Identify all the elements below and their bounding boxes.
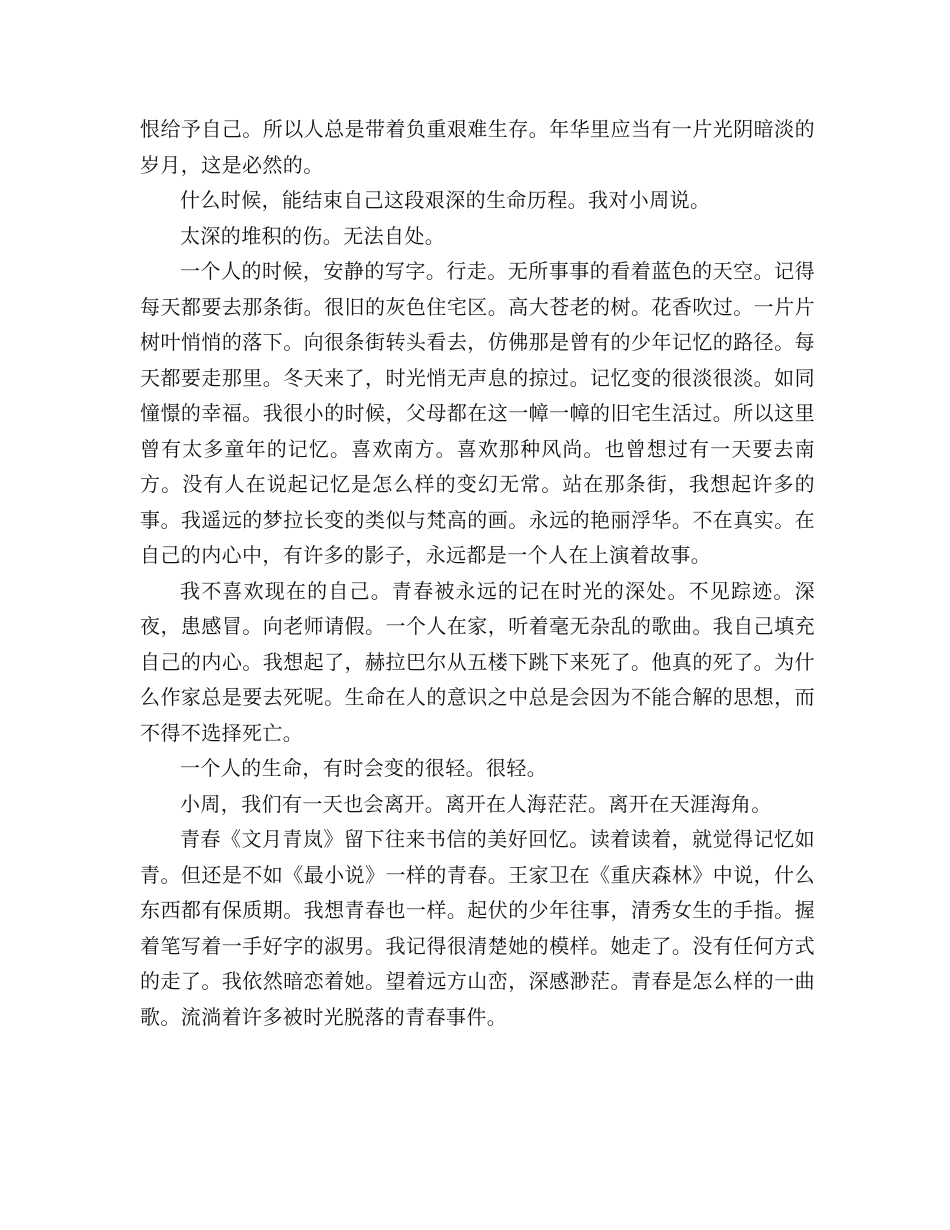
paragraph: 恨给予自己。所以人总是带着负重艰难生存。年华里应当有一片光阴暗淡的岁月，这是必然的。 (140, 117, 815, 177)
paragraph: 小周，我们有一天也会离开。离开在人海茫茫。离开在天涯海角。 (180, 791, 772, 816)
paragraph: 我不喜欢现在的自己。青春被永远的记在时光的深处。不见踪迹。深夜，患感冒。向老师请假。一个人在家，听着毫无杂乱的歌曲。我自己填充自己的内心。我想起了，赫拉巴尔从五楼下跳下来死了。他真的死了。为什么作家总是要去死呢。生命在人的意识之中总是会因为不能合解的思想，而不得不选择死亡。 (140, 578, 815, 745)
paragraph: 一个人的时候，安静的写字。行走。无所事事的看着蓝色的天空。记得每天都要去那条街。很旧的灰色住宅区。高大苍老的树。花香吹过。一片片树叶悄悄的落下。向很条街转头看去，仿佛那是曾有的少年记忆的路径。每天都要走那里。冬天来了，时光悄无声息的掠过。记忆变的很淡很淡。如同憧憬的幸福。我很小的时候，父母都在这一幛一幛的旧宅生活过。所以这里曾有太多童年的记忆。喜欢南方。喜欢那种风尚。也曾想过有一天要去南方。没有人在说起记忆是怎么样的变幻无常。站在那条街，我想起许多的事。我遥远的梦拉长变的类似与梵高的画。永远的艳丽浮华。不在真实。在自己的内心中，有许多的影子，永远都是一个人在上演着故事。 (140, 259, 815, 567)
paragraph: 太深的堆积的伤。无法自处。 (180, 223, 446, 248)
paragraph: 什么时候，能结束自己这段艰深的生命历程。我对小周说。 (180, 188, 711, 212)
body-text (140, 112, 815, 1035)
paragraph: 青春《文月青岚》留下往来书信的美好回忆。读着读着，就觉得记忆如青。但还是不如《最小说》一样的青春。王家卫在《重庆森林》中说，什么东西都有保质期。我想青春也一样。起伏的少年往事，清秀女生的手指。握着笔写着一手好字的淑男。我记得很清楚她的模样。她走了。没有任何方式的走了。我依然暗恋着她。望着远方山峦，深感渺茫。青春是怎么样的一曲歌。流淌着许多被时光脱落的青春事件。 (140, 827, 815, 1029)
paragraph: 一个人的生命，有时会变的很轻。很轻。 (180, 756, 548, 780)
